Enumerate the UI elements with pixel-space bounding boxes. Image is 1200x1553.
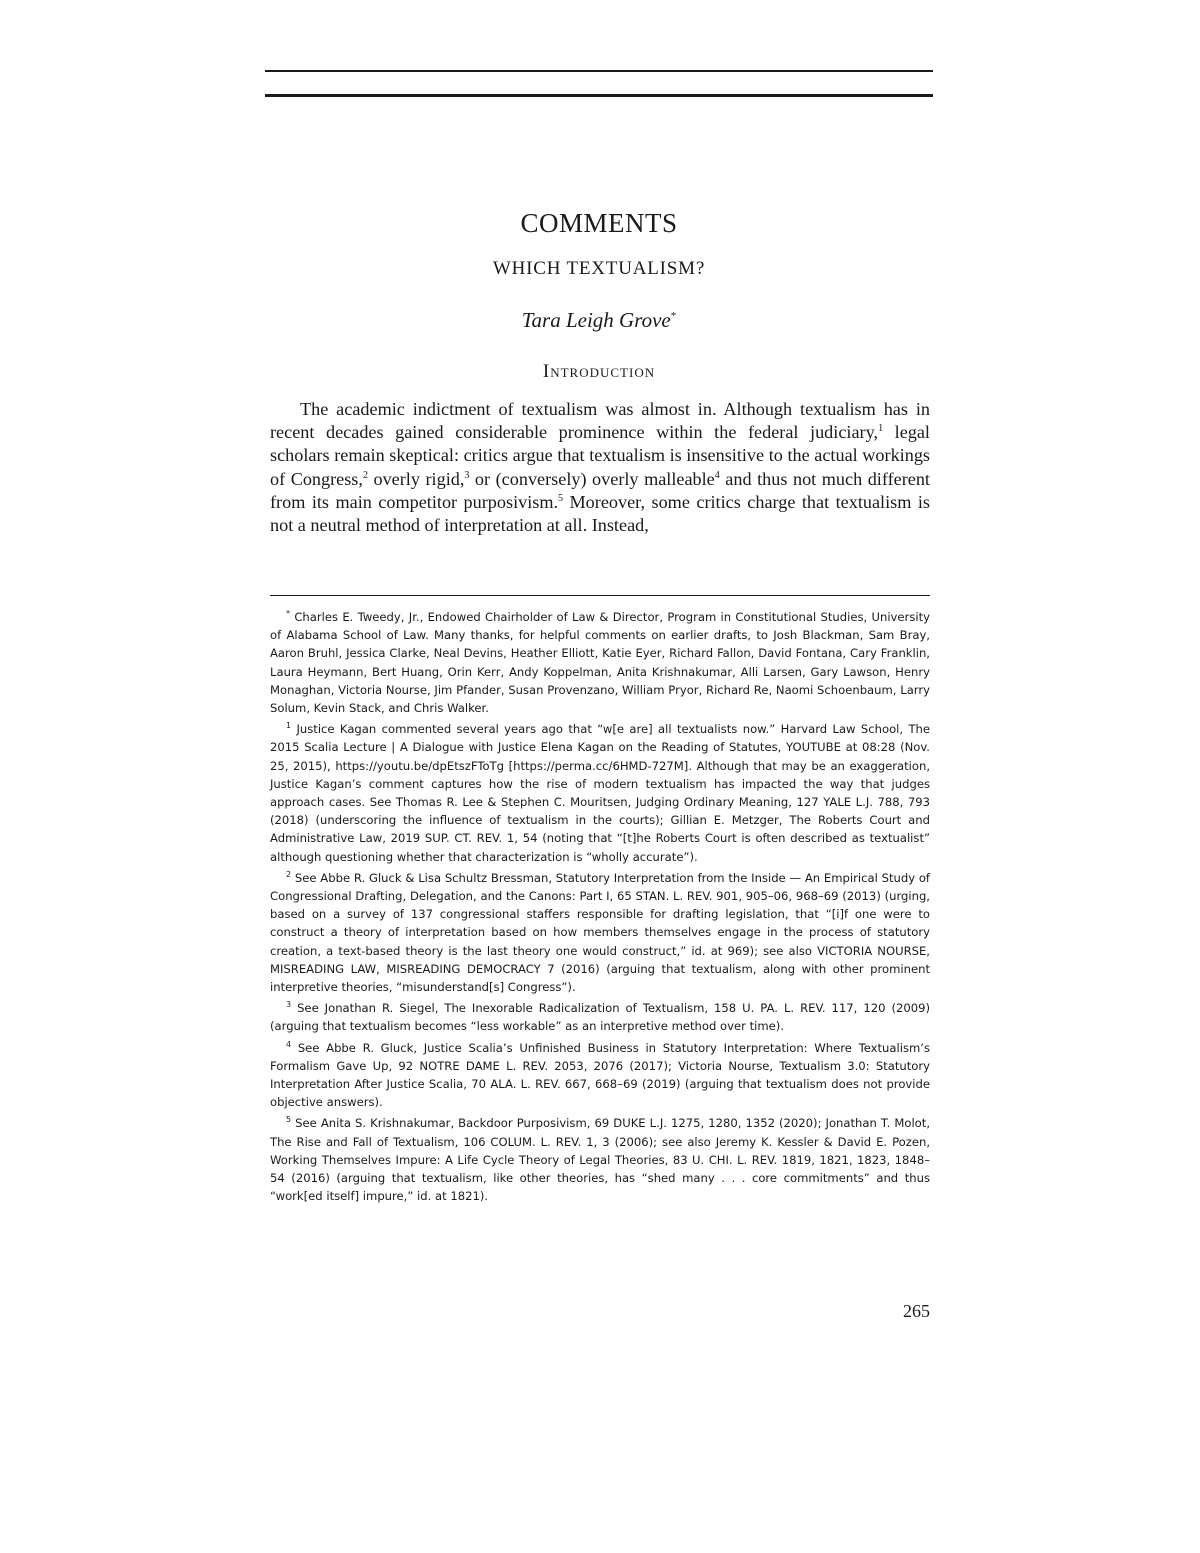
section-heading: COMMENTS [520,208,678,238]
body-text-segment: legal scholars remain skeptical: critics argue that textualism is insensitive to the actual workings of Congress, [270,422,930,489]
body-text-segment: The academic indictment of textualism was almost in. Although textualism has in recent decades gained considerable prominence within the federal judiciary, [270,399,930,443]
author-footnote-mark[interactable]: * [670,310,677,322]
footnote [270,720,930,866]
footnote-mark: 1 [286,721,292,731]
footnote-mark: 2 [286,869,292,879]
footnote-ref[interactable]: 2 [362,469,368,481]
article-title: WHICH TEXTUALISM? [492,258,706,279]
footnote [270,869,930,996]
page-number: 265 [903,1301,930,1321]
footnote-ref[interactable]: 4 [714,469,720,481]
header-rule-thin [265,70,933,72]
footnote-ref[interactable]: 5 [558,492,564,504]
footnote-text: Charles E. Tweedy, Jr., Endowed Chairholder of Law & Director, Program in Constitutional Studies, University of Alabama School of Law. Many thanks, for helpful comments on earlier drafts, to Josh Blackman, Sam Bray, Aaron Bruhl, Jessica Clarke, Neal Devins, Heather Elliott, Katie Eyer, Richard Fallon, David Fontana, Cary Franklin, Laura Heymann, Bert Huang, Orin Kerr, Andy Koppelman, Anita Krishnakumar, Alli Larsen, Gary Lawson, Henry Monaghan, Victoria Nourse, Jim Pfander, Susan Provenzano, William Pryor, Richard Re, Naomi Schoenbaum, Larry Solum, Kevin Stack, and Chris Walker. [270,610,930,716]
footnote-text: See Abbe R. Gluck, Justice Scalia’s Unfinished Business in Statutory Interpretation: Where Textualism’s Formalism Gave Up, 92 NOTRE DAME L. REV. 2053, 2076 (2017); Victoria Nourse, Textualism 3.0: Statutory Interpretation After Justice Scalia, 70 ALA. L. REV. 667, 668–69 (2019) (arguing that textualism does not provide objective answers). [270,1040,930,1110]
footnote-text: Justice Kagan commented several years ago that “w[e are] all textualists now.” Harvard Law School, The 2015 Scalia Lecture | A Dialogue with Justice Elena Kagan on the Reading of Statutes, YOUTUBE at 08:28 (Nov. 25, 2015), https://youtu.be/dpEtszFToTg [https://perma.cc/6HMD-727M]. Although that may be an exaggeration, Justice Kagan’s comment captures how the rise of modern textualism has impacted the way that judges approach cases. See Thomas R. Lee & Stephen C. Mouritsen, Judging Ordinary Meaning, 127 YALE L.J. 788, 793 (2018) (underscoring the influence of textualism in the courts); Gillian E. Metzger, The Roberts Court and Administrative Law, 2019 SUP. CT. REV. 1, 54 (noting that “[t]he Roberts Court is often described as textualist” although questioning whether that characterization is “wholly accurate”). [270,722,931,864]
body-text-segment: Moreover, some critics charge that textualism is not a neutral method of interpretation at all. Instead, [270,491,930,536]
footnote [270,999,930,1035]
header-rule-thick [265,94,933,97]
footnote-text: See Anita S. Krishnakumar, Backdoor Purposivism, 69 DUKE L.J. 1275, 1280, 1352 (2020); Jonathan T. Molot, The Rise and Fall of Textualism, 106 COLUM. L. REV. 1, 3 (2006); see also Jeremy K. Kessler & David E. Pozen, Working Themselves Impure: A Life Cycle Theory of Legal Theories, 83 U. CHI. L. REV. 1819, 1821, 1823, 1848–54 (2016) (arguing that textualism, like other theories, has “shed many . . . core commitments” and thus “work[ed itself] impure,” id. at 1821). [270,1116,931,1204]
footnote-separator [270,595,930,596]
body-text-segment: and thus not much different from its main competitor purposivism. [270,468,930,512]
intro-heading: Introduction [542,361,656,382]
footnote [270,1114,930,1205]
footnote-ref[interactable]: 1 [878,423,884,435]
footnote-mark: * [286,609,290,619]
body-text-segment: overly rigid, [367,468,465,489]
author-line [265,308,933,333]
footnotes [270,608,930,1209]
footnote [270,1039,930,1112]
footnote-mark: 5 [286,1115,292,1125]
body-paragraph [270,398,930,537]
footnote-ref[interactable]: 3 [464,469,470,481]
footnote [270,608,930,717]
footnote-text: See Abbe R. Gluck & Lisa Schultz Bressman, Statutory Interpretation from the Inside — An Empirical Study of Congressional Drafting, Delegation, and the Canons: Part I, 65 STAN. L. REV. 901, 905–06, 968–69 (2013) (urging, based on a survey of 137 congressional staffers responsible for drafting legislation, that “[i]f one were to construct a theory of interpretation based on how members themselves engage in the process of statutory creation, a text-based theory is the last theory one would construct,” id. at 969); see also VICTORIA NOURSE, MISREADING LAW, MISREADING DEMOCRACY 7 (2016) (arguing that textualism, along with other prominent interpretive theories, “misunderstand[s] Congress”). [270,870,931,995]
body-text-segment: or (conversely) overly malleable [469,468,715,489]
footnote-mark: 3 [286,1000,292,1010]
author-name: Tara Leigh Grove [521,308,671,332]
footnote-mark: 4 [286,1039,292,1049]
footnote-text: See Jonathan R. Siegel, The Inexorable Radicalization of Textualism, 158 U. PA. L. REV. 117, 120 (2009) (arguing that textualism becomes “less workable” as an interpretive method over time). [270,1001,930,1034]
